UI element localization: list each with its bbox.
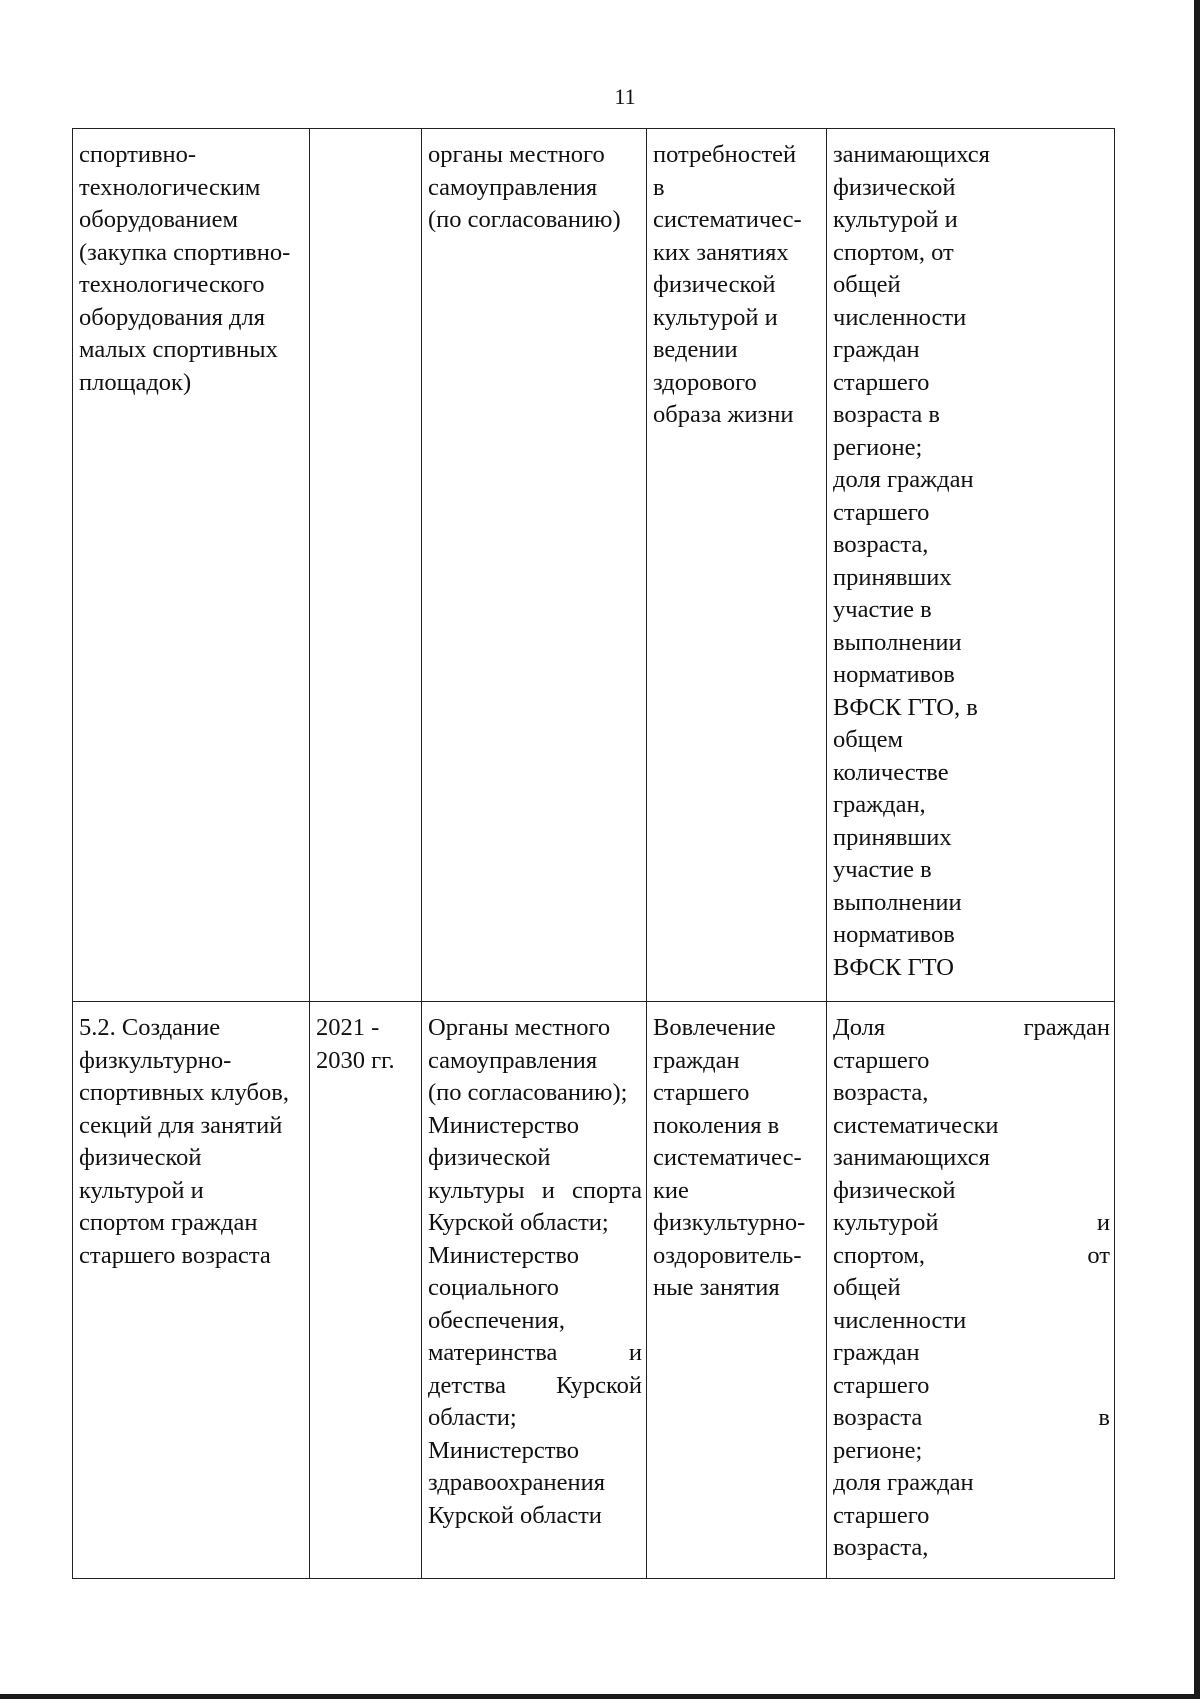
cell-text-line: Министерство [428,1111,580,1139]
cell-text-line: культурой и [79,1176,204,1204]
cell-text-line: принявших [833,563,952,591]
cell-text-line: старшего возраста [79,1241,271,1269]
cell-text-line: граждан [833,1339,920,1366]
cell-text-line: области; [428,1404,517,1431]
cell-text-line: секций для занятий [79,1111,283,1139]
cell-text-line: участие в [833,856,932,883]
cell-text-line: спортивных клубов, [79,1079,289,1106]
cell-text-line: оборудования для [79,303,266,331]
responsible-cell [422,129,647,1002]
table-row [73,129,1115,1002]
cell-text-line: технологическим [79,173,261,201]
cell-text-word: материнства [428,1339,558,1366]
cell-text-line: физической [79,1144,202,1171]
result-cell [647,129,827,1002]
cell-text-line: граждан [653,1046,740,1074]
cell-text-line: физической [428,1144,551,1171]
cell-text-line [428,1175,642,1208]
cell-text-line: общей [833,1274,901,1301]
cell-text-line: граждан, [833,791,926,818]
cell-text-word: культурой [833,1209,939,1236]
cell-text-line: Органы местного [428,1014,611,1041]
page-number: 11 [614,84,636,109]
cell-text-word: и [1096,1209,1110,1236]
cell-text-line: нормативов [833,921,955,948]
cell-text-line: ВФСК ГТО, в [833,693,978,721]
cell-text-line: принявших [833,823,952,851]
cell-text-line: возраста, [833,1079,929,1106]
cell-text-line: ВФСК ГТО [833,953,955,981]
cell-text-word: в [1098,1404,1110,1431]
cell-text-line: Курской области [428,1501,602,1529]
scan-edge-bottom [0,1694,1200,1699]
cell-text-line [833,1402,1110,1435]
cell-text-line: нормативов [833,661,955,688]
cell-text-line: ные занятия [653,1274,780,1301]
cell-text-line: ких занятиях [653,238,789,266]
cell-text-line: оборудованием [79,206,239,233]
cell-text-line: возраста, [833,531,929,558]
cell-text-line: старшего [653,1079,750,1106]
cell-text-word: спортом, [833,1241,925,1269]
cell-text-line: 2021 - [316,1014,380,1041]
cell-text-word: от [1087,1241,1110,1269]
cell-text-line: физкультурно- [653,1209,806,1236]
cell-text-word: культуры [428,1176,525,1204]
cell-text-line: старшего [833,498,930,526]
cell-text-line: возраста, [833,1534,929,1561]
cell-text-line: здорового [653,368,757,396]
cell-text-line: культурой и [653,303,778,331]
cell-text-line: общем [833,726,903,753]
cell-text-line: физкультурно- [79,1046,232,1074]
cell-text-line: систематически [833,1111,999,1139]
cell-text-line: (закупка спортивно- [79,238,291,266]
cell-text-word: и [541,1176,555,1204]
cell-text-line: самоуправления [428,1046,598,1074]
cell-text-word: детства [428,1371,507,1399]
measure-cell [73,1002,310,1579]
table-row [73,1002,1115,1579]
cell-text-line: старшего [833,1371,930,1399]
scan-edge-right [1194,0,1200,1699]
cell-text-line: систематичес- [653,206,802,233]
indicator-cell [827,1002,1115,1579]
responsible-cell [422,1002,647,1579]
period-cell [310,129,422,1002]
cell-text-line: старшего [833,368,930,396]
cell-text-line: самоуправления [428,173,598,201]
cell-text-line: регионе; [833,1436,923,1464]
cell-text-line: потребностей [653,141,797,168]
cell-text-line: ведении [653,336,738,363]
cell-text-line: занимающихся [833,141,990,168]
cell-text-line: спортом граждан [79,1209,258,1236]
cell-text-line [428,1337,642,1370]
cell-text-line: кие [653,1176,689,1204]
cell-text-word: и [628,1339,642,1366]
cell-text-line: численности [833,1306,967,1334]
cell-text-line: социального [428,1274,559,1301]
cell-text-line: 2030 гг. [316,1046,395,1074]
cell-text-line: участие в [833,596,932,623]
cell-text-line: спортом, от [833,238,954,266]
cell-text-line: культурой и [833,206,958,233]
cell-text-line: физической [833,1176,956,1204]
cell-text-line: доля граждан [833,1469,974,1496]
result-cell [647,1002,827,1579]
period-cell [310,1002,422,1579]
cell-text-line [833,1207,1110,1240]
cell-text-line: поколения в [653,1111,780,1139]
cell-text-line [833,1012,1110,1045]
cell-text-line: малых спортивных [79,336,278,363]
cell-text-word: граждан [1023,1014,1110,1041]
cell-text-line: площадок) [79,368,192,396]
cell-text-line: спортивно- [79,141,197,168]
cell-text-line: (по согласованию); [428,1079,628,1106]
cell-text-line: обеспечения, [428,1306,565,1334]
cell-text-line: Министерство [428,1436,580,1464]
indicator-cell [827,129,1115,1002]
cell-text-line [428,1370,642,1403]
cell-text-word: Курской [556,1371,642,1399]
cell-text-line: регионе; [833,433,923,461]
cell-text-line: выполнении [833,628,962,656]
cell-text-line: физической [653,271,776,298]
cell-text-line: общей [833,271,901,298]
cell-text-line: старшего [833,1046,930,1074]
cell-text-line: систематичес- [653,1144,802,1171]
cell-text-line: Вовлечение [653,1014,776,1041]
cell-text-line [833,1240,1110,1273]
cell-text-line: граждан [833,336,920,363]
cell-text-line: Министерство [428,1241,580,1269]
cell-text-word: Доля [833,1014,886,1041]
cell-text-line: доля граждан [833,466,974,493]
cell-text-line: образа жизни [653,401,794,428]
cell-text-line: Курской области; [428,1209,609,1236]
cell-text-line: численности [833,303,967,331]
cell-text-line: оздоровитель- [653,1241,802,1269]
cell-text-word: возраста [833,1404,923,1431]
cell-text-line: выполнении [833,888,962,916]
cell-text-line: в [653,173,665,201]
cell-text-line: занимающихся [833,1144,990,1171]
cell-text-word: спорта [571,1176,642,1204]
measure-cell [73,129,310,1002]
cell-text-line: (по согласованию) [428,206,621,233]
cell-text-line: количестве [833,758,949,786]
cell-text-line: физической [833,173,956,201]
cell-text-line: здравоохранения [428,1469,605,1496]
cell-text-line: возраста в [833,401,940,428]
cell-text-line: 5.2. Создание [79,1014,221,1041]
cell-text-line: органы местного [428,141,605,168]
measures-table [72,128,1115,1579]
cell-text-line: технологического [79,271,265,298]
cell-text-line: старшего [833,1501,930,1529]
